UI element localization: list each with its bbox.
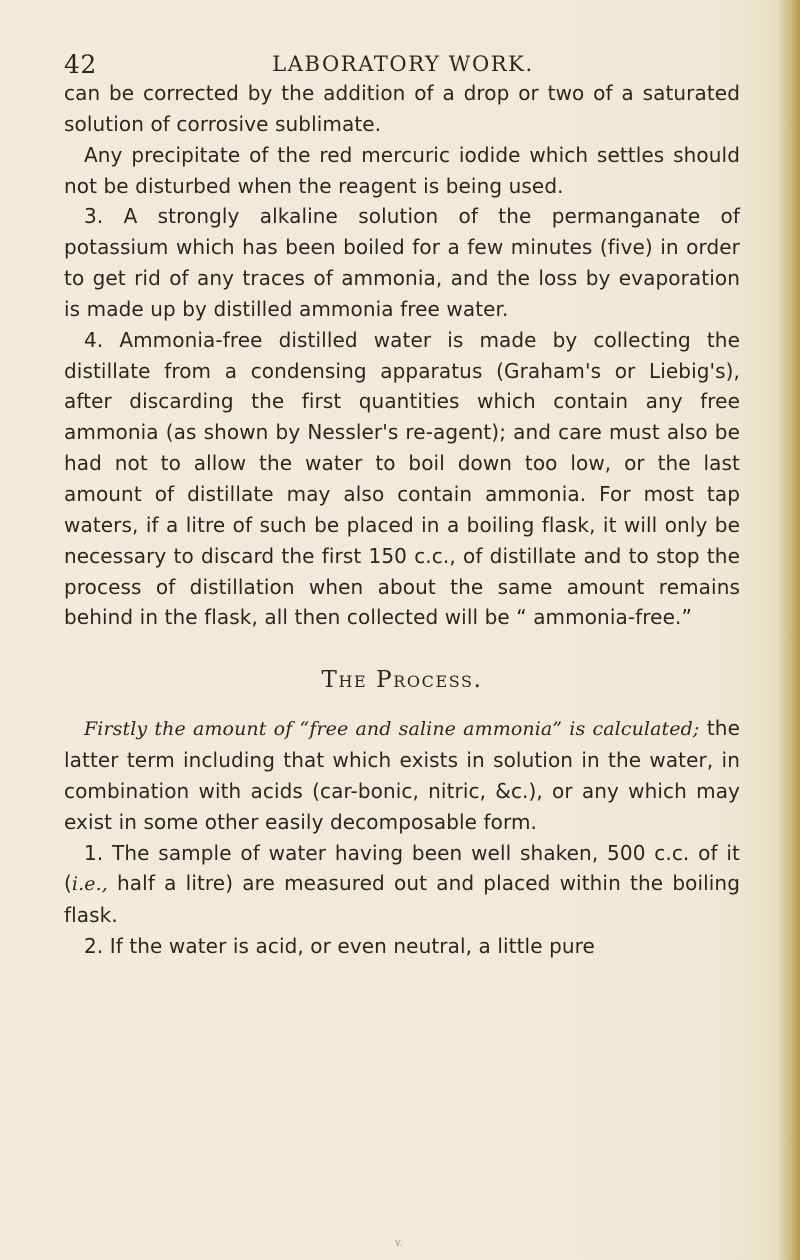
paragraph-item-3: 3. A strongly alkaline solution of the permanganate of potassium which has been boiled for a few minutes (five) in order to get rid of any traces of ammonia, and the loss by evaporation is made up by distilled ammonia free water. [64, 204, 740, 321]
page-number: 42 [64, 50, 97, 79]
process-intro [64, 713, 740, 837]
process-intro-italic: Firstly the amount of “free and saline ammonia” is calculated; [84, 718, 700, 741]
footer-mark: v. [395, 1238, 403, 1249]
page-edge-shadow [778, 0, 800, 1260]
body-text [64, 78, 740, 962]
paragraph-precipitate: Any precipitate of the red mercuric iodide which settles should not be disturbed when the reagent is being used. [64, 142, 740, 198]
section-heading: The Process. [321, 667, 483, 694]
process-intro-rest: the latter term including that which exists in solution in the water, in combination with acids (car-bonic, nitric, &c.), or any which may exist in some other easily decomposable form. [64, 716, 740, 834]
running-head: LABORATORY WORK. [272, 52, 534, 76]
process-step-2: 2. If the water is acid, or even neutral, a little pure [84, 934, 595, 959]
process-step-1-start: 1. The sample of water having been well shaken, 500 c.c. of it ( [64, 840, 740, 896]
process-step-1-end: half a litre) are measured out and placed within the boiling flask. [64, 871, 740, 928]
process-step-1-italic: i.e., [71, 873, 108, 896]
paragraph-item-4: 4. Ammonia-free distilled water is made by collecting the distillate from a condensing apparatus (Graham's or Liebig's), after discarding the first quantities which contain any free ammonia (as shown by Nessler's re-agent); and care must also be had not to allow the water to boil down too low, or the last amount of distillate may also contain ammonia. For most tap waters, if a litre of such be placed in a boiling flask, it will only be necessary to discard the first 150 c.c., of distillate and to stop the process of distillation when about the same amount remains behind in the flask, all then collected will be “ ammonia-free.” [64, 327, 740, 630]
process-step-1 [64, 838, 740, 932]
paragraph-continued: can be corrected by the addition of a drop or two of a saturated solution of corrosive sublimate. [64, 81, 740, 136]
